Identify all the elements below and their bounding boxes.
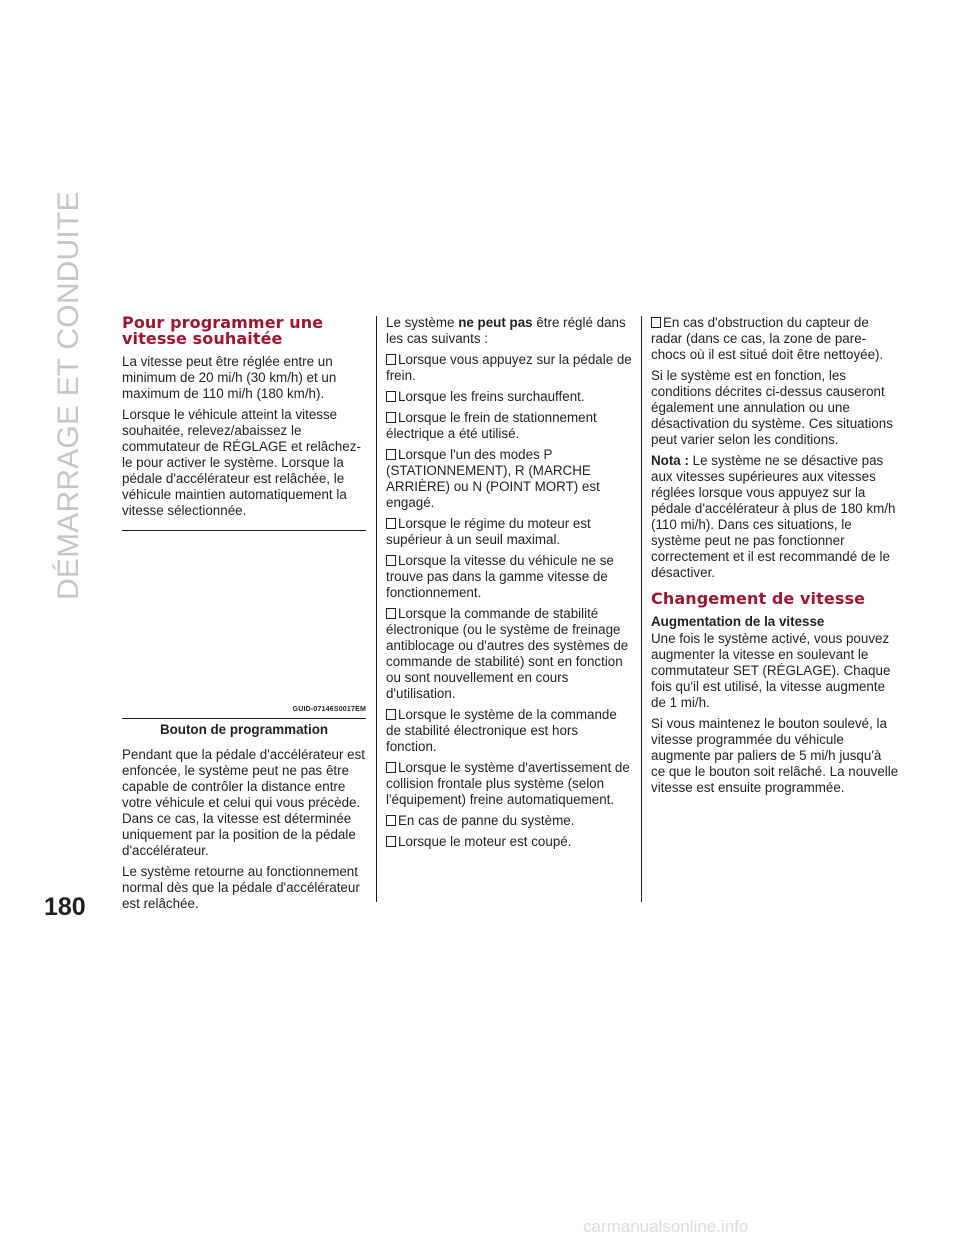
list-item xyxy=(386,447,632,511)
column-2 xyxy=(386,315,632,855)
list-item xyxy=(386,410,632,442)
checkbox-bullet-icon xyxy=(386,518,396,529)
list-item-text: Lorsque l'un des modes P (STATIONNEMENT), R (MARCHE ARRIÈRE) ou N (POINT MORT) est engagé. xyxy=(386,447,600,510)
checkbox-bullet-icon xyxy=(386,412,396,423)
list-item-text: Lorsque la vitesse du véhicule ne se trouve pas dans la gamme vitesse de fonctionnement. xyxy=(386,553,614,600)
paragraph: Le système retourne au fonctionnement normal dès que la pédale d'accélérateur est relâchée. xyxy=(122,864,360,911)
paragraph: Une fois le système activé, vous pouvez augmenter la vitesse en soulevant le commutateur SET (RÉGLAGE). Chaque fois qu'il est utilisé, la vitesse augmente de 1 mi/h. xyxy=(651,631,891,710)
column-1 xyxy=(122,315,366,917)
list-item xyxy=(651,315,899,363)
figure-code: GUID-07146S0017EM xyxy=(292,706,366,713)
watermark: carmanualsonline.info xyxy=(583,1217,749,1236)
figure-bottom-rule xyxy=(122,718,366,719)
list-item-text: En cas d'obstruction du capteur de radar (dans ce cas, la zone de pare-chocs où il est situé doit être nettoyée). xyxy=(651,315,884,362)
list-item-text: Lorsque le frein de stationnement électrique a été utilisé. xyxy=(386,410,597,441)
intro-paragraph xyxy=(386,315,632,347)
list-item-text: Lorsque le moteur est coupé. xyxy=(398,834,572,849)
intro-text-end: être réglé dans les cas suivants : xyxy=(386,315,626,346)
list-item xyxy=(386,813,632,829)
checkbox-bullet-icon xyxy=(386,449,396,460)
checkbox-bullet-icon xyxy=(386,709,396,720)
subheading-augmentation: Augmentation de la vitesse xyxy=(651,614,825,629)
page-number: 180 xyxy=(44,893,86,921)
list-item-text: Lorsque vous appuyez sur la pédale de frein. xyxy=(386,352,632,383)
list-item-text: Lorsque la commande de stabilité électronique (ou le système de freinage antiblocage ou d'autres des systèmes de commande de stabilité) sont en fonction ou sont nouvellement en cours d'utilisation. xyxy=(386,606,629,701)
figure-caption: Bouton de programmation xyxy=(159,722,329,737)
checkbox-bullet-icon xyxy=(386,762,396,773)
section-heading-changement: Changement de vitesse xyxy=(651,589,866,608)
list-item xyxy=(386,389,632,405)
paragraph: La vitesse peut être réglée entre un minimum de 20 mi/h (30 km/h) et un maximum de 110 mi/h (180 km/h). xyxy=(122,354,337,401)
list-item xyxy=(386,606,632,702)
list-item xyxy=(386,516,632,548)
paragraph: Si le système est en fonction, les conditions décrites ci-dessus causeront également une annulation ou une désactivation du système. Ces situations peut varier selon les conditions. xyxy=(651,368,893,447)
checkbox-bullet-icon xyxy=(386,354,396,365)
section-heading-programmer: Pour programmer une vitesse souhaitée xyxy=(122,313,324,348)
nota-text: Le système ne se désactive pas aux vitesses supérieures aux vitesses réglées lorsque vous appuyez sur la pédale d'accélérateur à plus de 180 km/h (110 mi/h). Dans ces situations, le système peut ne pas fonctionner correctement et il est recommandé de le désactiver. xyxy=(651,453,896,580)
intro-bold: ne peut pas xyxy=(458,315,533,330)
paragraph: Si vous maintenez le bouton soulevé, la vitesse programmée du véhicule augmente par paliers de 5 mi/h jusqu'à ce que le bouton soit relâché. La nouvelle vitesse est ensuite programmée. xyxy=(651,716,899,795)
list-item xyxy=(386,352,632,384)
list-item-text: Lorsque le système de la commande de stabilité électronique est hors fonction. xyxy=(386,707,617,754)
chapter-title-text: DÉMARRAGE ET CONDUITE xyxy=(52,191,85,600)
column-3 xyxy=(651,315,899,801)
list-item-text: En cas de panne du système. xyxy=(398,813,575,828)
checkbox-bullet-icon xyxy=(651,317,661,328)
column-divider xyxy=(641,316,642,902)
checkbox-bullet-icon xyxy=(386,608,396,619)
list-item xyxy=(386,834,632,850)
nota-label: Nota : xyxy=(651,453,689,468)
checkbox-bullet-icon xyxy=(386,391,396,402)
list-item-text: Lorsque le système d'avertissement de collision frontale plus système (selon l'équipement) freine automatiquement. xyxy=(386,760,630,807)
checkbox-bullet-icon xyxy=(386,815,396,826)
list-item xyxy=(386,553,632,601)
checkbox-bullet-icon xyxy=(386,555,396,566)
list-item-text: Lorsque le régime du moteur est supérieur à un seuil maximal. xyxy=(386,516,591,547)
column-divider xyxy=(376,316,377,902)
paragraph: Lorsque le véhicule atteint la vitesse souhaitée, relevez/abaissez le commutateur de RÉGLAGE et relâchez-le pour activer le système. Lorsque la pédale d'accélérateur est relâchée, le véhicule maintien automatiquement la vitesse sélectionnée. xyxy=(122,407,361,518)
nota-paragraph xyxy=(651,453,899,581)
paragraph: Pendant que la pédale d'accélérateur est enfoncée, le système peut ne pas être capable de contrôler la distance entre votre véhicule et celui qui vous précède. Dans ce cas, la vitesse est déterminée uniquement par la position de la pédale d'accélérateur. xyxy=(122,747,366,858)
figure-placeholder xyxy=(122,530,366,718)
list-item xyxy=(386,707,632,755)
list-item xyxy=(386,760,632,808)
intro-text: Le système xyxy=(386,315,459,330)
checkbox-bullet-icon xyxy=(386,836,396,847)
list-item-text: Lorsque les freins surchauffent. xyxy=(398,389,585,404)
